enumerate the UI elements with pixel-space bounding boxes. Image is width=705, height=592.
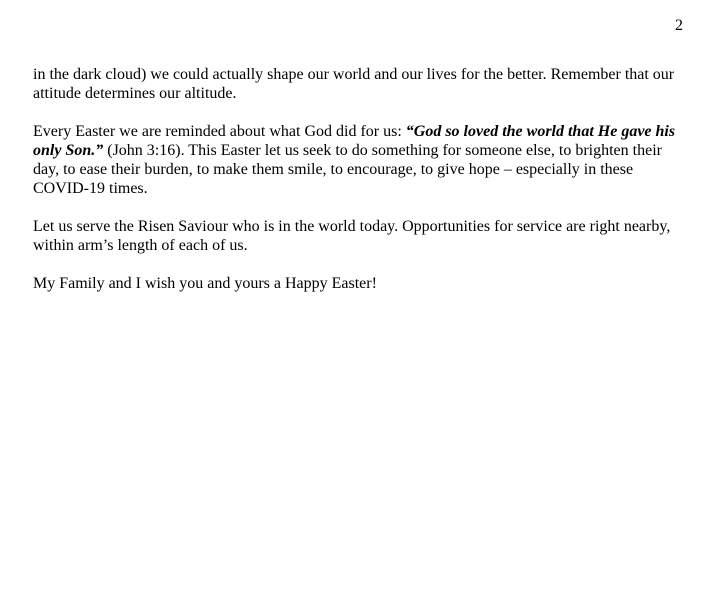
paragraph-serve: Let us serve the Risen Saviour who is in the world today. Opportunities for service are right nearby, within arm’s length of each of us. xyxy=(33,218,671,254)
page-number: 2 xyxy=(675,17,683,34)
document-body xyxy=(33,65,683,312)
paragraph-easter-rest: (John 3:16). This Easter let us seek to do something for someone else, to brighten their day, to ease their burden, to make them smile, to encourage, to give hope – especially in these COVID-19 times. xyxy=(33,142,662,197)
paragraph-greeting: My Family and I wish you and yours a Happy Easter! xyxy=(33,275,377,292)
paragraph-easter-reminder xyxy=(33,122,683,198)
paragraph-easter-intro: Every Easter we are reminded about what God did for us: xyxy=(33,123,406,140)
bible-quote: “God so loved the world that He gave his only Son.” xyxy=(33,123,676,159)
paragraph-attitude: in the dark cloud) we could actually shape our world and our lives for the better. Remember that our attitude determines our altitude. xyxy=(33,66,675,102)
